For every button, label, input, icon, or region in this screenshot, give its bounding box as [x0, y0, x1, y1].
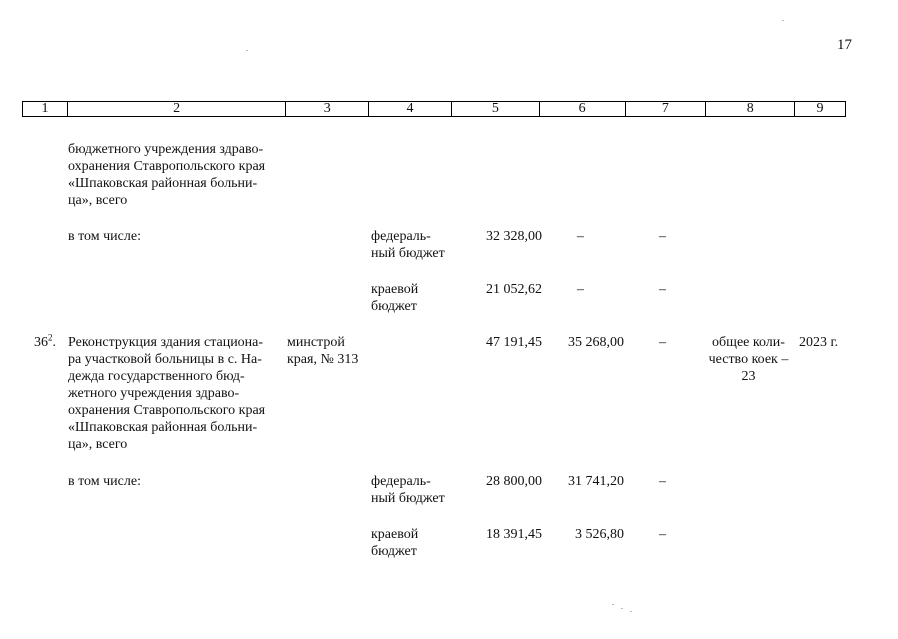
header-cell-7: 7 [626, 102, 707, 116]
header-cell-5: 5 [452, 102, 540, 116]
scan-speck [630, 611, 632, 612]
source-line: ный бюджет [371, 246, 445, 261]
row-b-federal-source [371, 473, 445, 507]
executor-line: минстрой [287, 335, 345, 350]
source-line: бюджет [371, 544, 417, 559]
row-b-regional-col7: – [659, 527, 666, 542]
description-line: «Шпаковская районная больни- [68, 176, 258, 191]
header-cell-8: 8 [706, 102, 795, 116]
scan-speck [612, 604, 614, 605]
source-line: краевой [371, 527, 419, 542]
result-line: чество коек – [708, 352, 789, 367]
description-line: охранения Ставропольского края [68, 403, 266, 418]
row-b-federal-col7: – [659, 474, 666, 489]
row-a-regional-source [371, 281, 418, 315]
row-a-regional-col7: – [659, 282, 666, 297]
description-line: Реконструкция здания стациона- [68, 335, 264, 350]
row-b-number [34, 334, 56, 351]
row-a-federal-col5: 32 328,00 [486, 229, 542, 244]
description-line: ца», всего [68, 193, 128, 208]
description-line: ра участковой больницы в с. На- [68, 352, 262, 367]
header-cell-9: 9 [816, 101, 824, 116]
row-b-regional-source [371, 526, 418, 560]
row-a-regional-col5: 21 052,62 [486, 282, 542, 297]
row-b-including-label: в том числе: [68, 474, 141, 489]
description-line: ца», всего [68, 437, 128, 452]
scan-speck [246, 50, 248, 51]
row-b-federal-col6: 31 741,20 [568, 474, 624, 489]
source-line: бюджет [371, 299, 417, 314]
row-b-federal-col5: 28 800,00 [486, 474, 542, 489]
row-a-description [68, 141, 265, 209]
row-a-federal-col7: – [659, 229, 666, 244]
executor-line: края, № 313 [287, 352, 359, 367]
header-cell-6: 6 [540, 102, 626, 116]
description-line: охранения Ставропольского края [68, 159, 266, 174]
row-b-year: 2023 г. [799, 335, 839, 350]
source-line: федераль- [371, 229, 431, 244]
result-line: 23 [741, 369, 756, 384]
source-line: краевой [371, 282, 419, 297]
description-line: бюджетного учреждения здраво- [68, 142, 264, 157]
page-number: 17 [837, 37, 852, 53]
row-a-regional-col6: – [577, 282, 584, 297]
scan-speck [782, 20, 784, 21]
row-number: 36 [34, 335, 48, 350]
description-line: жетного учреждения здраво- [68, 386, 240, 401]
row-number-superscript: 2 [48, 332, 53, 343]
scan-speck [621, 608, 623, 609]
table-header-row [22, 101, 846, 117]
header-cell-4: 4 [369, 102, 452, 116]
description-line: дежда государственного бюд- [68, 369, 245, 384]
row-b-col5: 47 191,45 [486, 335, 542, 350]
header-cell-3: 3 [286, 102, 369, 116]
row-b-regional-col6: 3 526,80 [575, 527, 624, 542]
row-b-result [704, 334, 793, 385]
row-a-including-label: в том числе: [68, 229, 141, 244]
row-b-description [68, 334, 284, 453]
row-a-federal-source [371, 228, 445, 262]
source-line: федераль- [371, 474, 431, 489]
row-b-executor [287, 334, 358, 368]
row-b-regional-col5: 18 391,45 [486, 527, 542, 542]
row-a-federal-col6: – [577, 229, 584, 244]
result-line: общее коли- [712, 335, 785, 350]
header-cell-2: 2 [68, 102, 286, 116]
header-cell-1: 1 [23, 102, 68, 116]
row-number-suffix: . [52, 335, 56, 350]
source-line: ный бюджет [371, 491, 445, 506]
description-line: «Шпаковская районная больни- [68, 420, 258, 435]
row-b-col7: – [659, 335, 666, 350]
row-b-col6: 35 268,00 [568, 335, 624, 350]
